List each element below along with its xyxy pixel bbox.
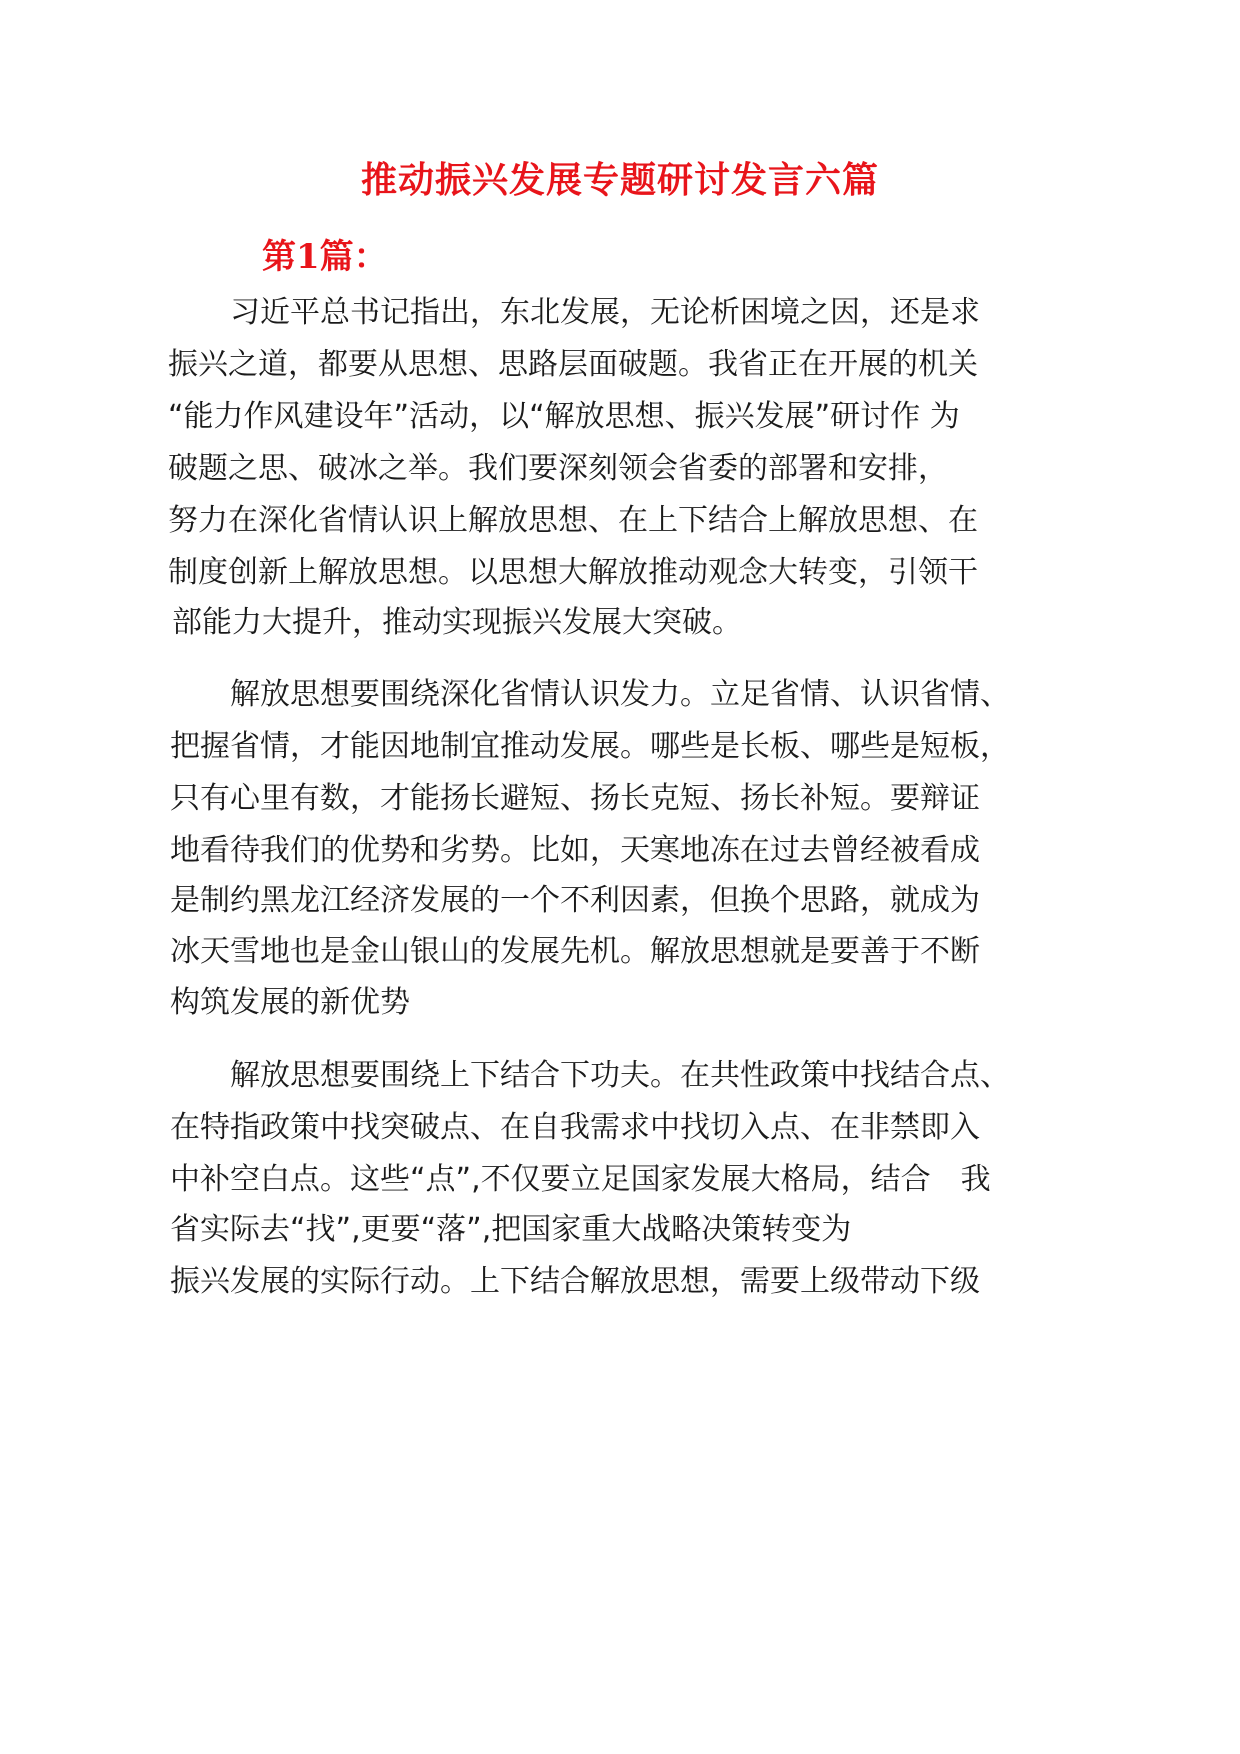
section-heading: 第1篇： (262, 237, 388, 277)
paragraph-line: 部能力大提升，推动实现振兴发展大突破。 (172, 605, 742, 640)
paragraph-line: 省实际去“找”,更要“落”,把国家重大战略决策转变为 (170, 1212, 852, 1247)
paragraph-line: 冰天雪地也是金山银山的发展先机。解放思想就是要善于不断 (170, 934, 980, 969)
paragraph-line: 在特指政策中找突破点、在自我需求中找切入点、在非禁即入 (170, 1110, 980, 1145)
paragraph-line: 是制约黑龙江经济发展的一个不利因素，但换个思路，就成为 (170, 883, 980, 918)
paragraph-line: 解放思想要围绕深化省情认识发力。立足省情、认识省情、 (230, 677, 1010, 712)
document-title: 推动振兴发展专题研讨发言六篇 (360, 159, 879, 201)
paragraph-line: 中补空白点。这些“点”,不仅要立足国家发展大格局，结合 我 (170, 1162, 991, 1197)
paragraph-line: 只有心里有数，才能扬长避短、扬长克短、扬长补短。要辩证 (170, 781, 980, 816)
paragraph-line: 破题之思、破冰之举。我们要深刻领会省委的部署和安排， (168, 451, 948, 486)
paragraph-line: 振兴发展的实际行动。上下结合解放思想，需要上级带动下级 (170, 1264, 980, 1299)
paragraph-line: 习近平总书记指出，东北发展，无论析困境之因，还是求 (230, 295, 980, 330)
paragraph-line: “能力作风建设年”活动，以“解放思想、振兴发展”研讨作 为 (168, 399, 960, 434)
paragraph-line: 制度创新上解放思想。以思想大解放推动观念大转变，引领干 (168, 555, 978, 590)
paragraph-line: 把握省情，才能因地制宜推动发展。哪些是长板、哪些是短板， (170, 729, 1010, 764)
paragraph-line: 振兴之道，都要从思想、思路层面破题。我省正在开展的机关 (168, 347, 978, 382)
paragraph-line: 努力在深化省情认识上解放思想、在上下结合上解放思想、在 (168, 503, 978, 538)
paragraph-line: 解放思想要围绕上下结合下功夫。在共性政策中找结合点、 (230, 1058, 1010, 1093)
paragraph-line: 地看待我们的优势和劣势。比如，天寒地冻在过去曾经被看成 (170, 833, 980, 868)
paragraph-line: 构筑发展的新优势 (170, 985, 410, 1020)
